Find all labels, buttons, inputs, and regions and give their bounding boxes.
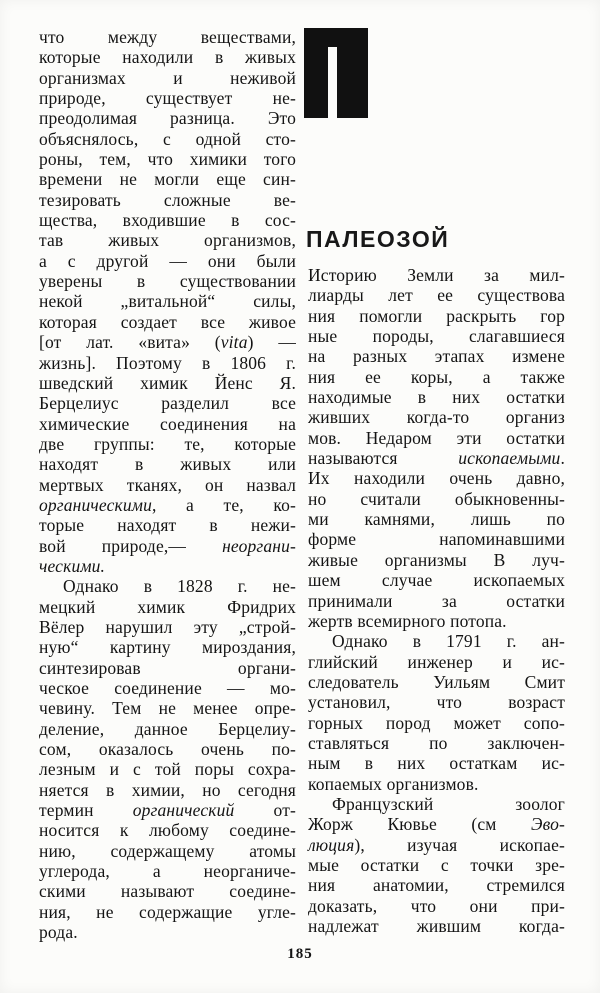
text-line: принимали за остатки: [308, 590, 565, 611]
text-line: преодолимая разница. Это: [39, 108, 296, 129]
text-line: углерода, а неорганиче-: [39, 861, 296, 882]
text-line: горных пород может сопо-: [308, 712, 565, 733]
text-line: мертвых тканях, он назвал: [39, 474, 296, 495]
text-line: лезным и с той поры сохра-: [39, 759, 296, 780]
text-line: что между веществами,: [39, 27, 296, 47]
left-column: [39, 27, 296, 942]
drop-cap-letter-p: [304, 28, 368, 118]
text-line: на разных этапах измене: [308, 346, 565, 367]
text-line: термин органический от-: [39, 800, 296, 821]
text-line: но считали обыкновенны-: [308, 488, 565, 509]
page-number: 185: [287, 946, 313, 962]
text-line: Историю Земли за мил-: [308, 265, 565, 285]
text-line: ми камнями, лишь по: [308, 509, 565, 530]
text-line: организмах и неживой: [39, 67, 296, 88]
text-line: глийский инженер и ис-: [308, 651, 565, 672]
text-line: шем случае ископаемых: [308, 570, 565, 591]
text-line: жизнь]. Поэтому в 1806 г.: [39, 352, 296, 373]
text-line: [от лат. «вита» (vita) —: [39, 332, 296, 353]
text-line: няется в химии, но сегодня: [39, 779, 296, 800]
text-line: шведский химик Йенс Я.: [39, 372, 296, 393]
text-line: ным в них остаткам ис-: [308, 753, 565, 774]
text-line: синтезировав органи-: [39, 657, 296, 678]
text-line: тав живых организмов,: [39, 230, 296, 251]
text-line: люция), изучая ископае-: [308, 834, 565, 855]
text-line: мые остатки с точки зре-: [308, 854, 565, 875]
text-line: Французский зоолог: [332, 793, 565, 814]
text-line: копаемых организмов.: [308, 773, 479, 794]
text-line: времени не могли еще син-: [39, 169, 296, 190]
text-line: живые организмы В луч-: [308, 549, 565, 570]
text-line: ния анатомии, стремился: [308, 875, 565, 896]
text-line: лиарды лет ее существова: [308, 285, 565, 306]
text-line: которые находили в живых: [39, 47, 296, 68]
text-line: органическими, а те, ко-: [39, 494, 296, 515]
text-line: Однако в 1828 г. не-: [63, 576, 296, 597]
text-line: мецкий химик Фридрих: [39, 596, 296, 617]
article-heading: ПАЛЕОЗОЙ: [306, 226, 450, 252]
text-line: роны, тем, что химики того: [39, 149, 296, 170]
text-line: надлежат жившим когда-: [308, 916, 565, 936]
text-line: Однако в 1791 г. ан-: [332, 631, 565, 652]
text-line: Вёлер нарушил эту „строй-: [39, 616, 296, 637]
text-line: ния ее коры, а также: [308, 366, 565, 387]
text-line: находят в живых или: [39, 454, 296, 475]
text-line: рода.: [39, 922, 78, 943]
text-line: жертв всемирного потопа.: [308, 610, 507, 631]
text-line: форме напоминавшими: [308, 529, 565, 550]
text-line: Жорж Кювье (см Эво-: [308, 814, 565, 835]
text-line: природе, существует не-: [39, 88, 296, 109]
text-line: уверены в существовании: [39, 271, 296, 292]
text-line: а с другой — они были: [39, 250, 296, 271]
text-line: ческое соединение — мо-: [39, 678, 296, 698]
text-line: объяснялось, с одной сто-: [39, 128, 296, 149]
text-line: некой „витальной“ силы,: [39, 291, 296, 312]
text-line: торые находят в нежи-: [39, 515, 296, 536]
text-line: ставляться по заключен-: [308, 732, 565, 753]
text-line: вой природе,— неоргани-: [39, 535, 296, 556]
text-line: химические соединения на: [39, 413, 296, 434]
text-line: доказать, что они при-: [308, 895, 565, 916]
text-line: чевину. Тем не менее опре-: [39, 698, 296, 719]
text-line: живших когда-то организ: [308, 407, 565, 428]
text-line: деление, данное Берцелиу-: [39, 718, 296, 739]
text-line: ния, не содержащие угле-: [39, 901, 296, 922]
drop-cap-notch: [328, 47, 337, 118]
text-line: мов. Недаром эти остатки: [308, 427, 565, 448]
text-line: называются ископаемыми.: [308, 448, 565, 469]
text-line: носится к любому соедине-: [39, 820, 296, 841]
text-line: Их находили очень давно,: [308, 468, 565, 489]
text-line: которая создает все живое: [39, 311, 296, 332]
text-line: ные породы, слагавшиеся: [308, 326, 565, 347]
text-line: скими называют соедине-: [39, 881, 296, 902]
text-line: ческими.: [39, 555, 106, 576]
text-line: тезировать сложные ве-: [39, 189, 296, 210]
text-line: щества, входившие в сос-: [39, 210, 296, 231]
text-line: Берцелиус разделил все: [39, 393, 296, 414]
text-line: нию, содержащему атомы: [39, 840, 296, 861]
right-column: [308, 265, 565, 936]
text-line: находимые в них остатки: [308, 387, 565, 408]
text-line: сом, оказалось очень по-: [39, 739, 296, 760]
text-line: ния помогли раскрыть гор: [308, 305, 565, 326]
text-line: две группы: те, которые: [39, 433, 296, 454]
text-line: установил, что возраст: [308, 692, 565, 713]
text-line: ную“ картину мироздания,: [39, 637, 296, 658]
text-line: следователь Уильям Смит: [308, 671, 565, 692]
